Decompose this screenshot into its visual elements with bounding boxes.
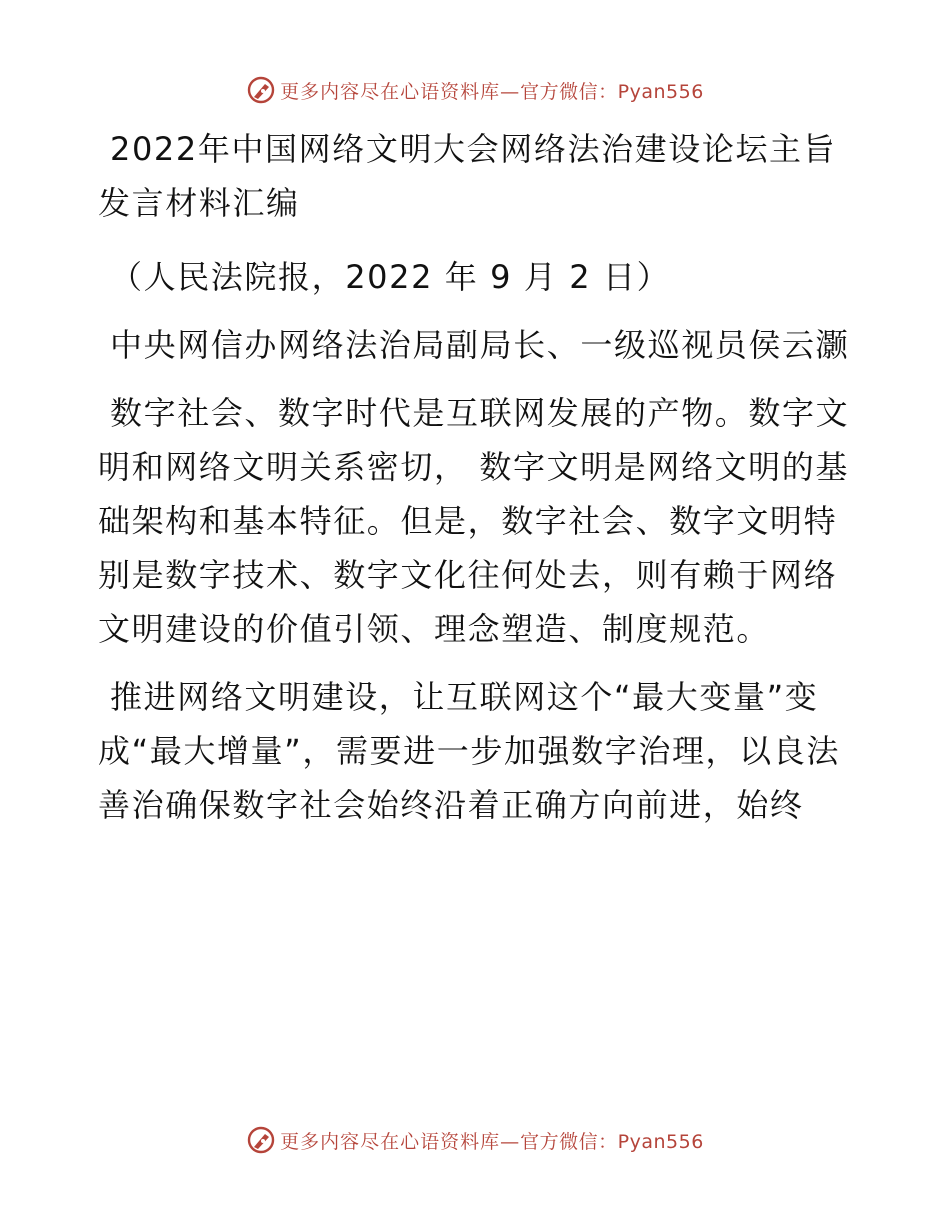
document-title: 2022年中国网络文明大会网络法治建设论坛主旨发言材料汇编 — [98, 130, 837, 222]
document-paragraph-2: 推进网络文明建设，让互联网这个“最大变量”变成“最大增量”，需要进一步加强数字治理，以良法善治确保数字社会始终沿着正确方向前进，始终 — [98, 678, 840, 824]
document-body — [98, 122, 858, 846]
document-paragraph-1: 数字社会、数字时代是互联网发展的产物。数字文明和网络文明关系密切， 数字文明是网络文明的基础架构和基本特征。但是，数字社会、数字文明特别是数字技术、数字文化往何处去，则有赖于网络文明建设的价值引领、理念塑造、制度规范。 — [98, 394, 850, 648]
footer-banner-wechat: 官方微信：Pyan556 — [520, 1130, 704, 1153]
document-source: （人民法院报，2022 年 9 月 2 日） — [110, 258, 671, 296]
header-banner-text: 更多内容尽在心语资料库— — [280, 80, 521, 103]
document-speaker: 中央网信办网络法治局副局长、一级巡视员侯云灏 — [110, 326, 850, 364]
pen-nib-logo-icon — [246, 75, 276, 105]
footer-banner — [0, 1120, 950, 1160]
pen-nib-logo-icon — [246, 1125, 276, 1155]
header-banner — [0, 70, 950, 110]
footer-banner-text: 更多内容尽在心语资料库— — [280, 1130, 521, 1153]
header-banner-wechat: 官方微信：Pyan556 — [520, 80, 704, 103]
